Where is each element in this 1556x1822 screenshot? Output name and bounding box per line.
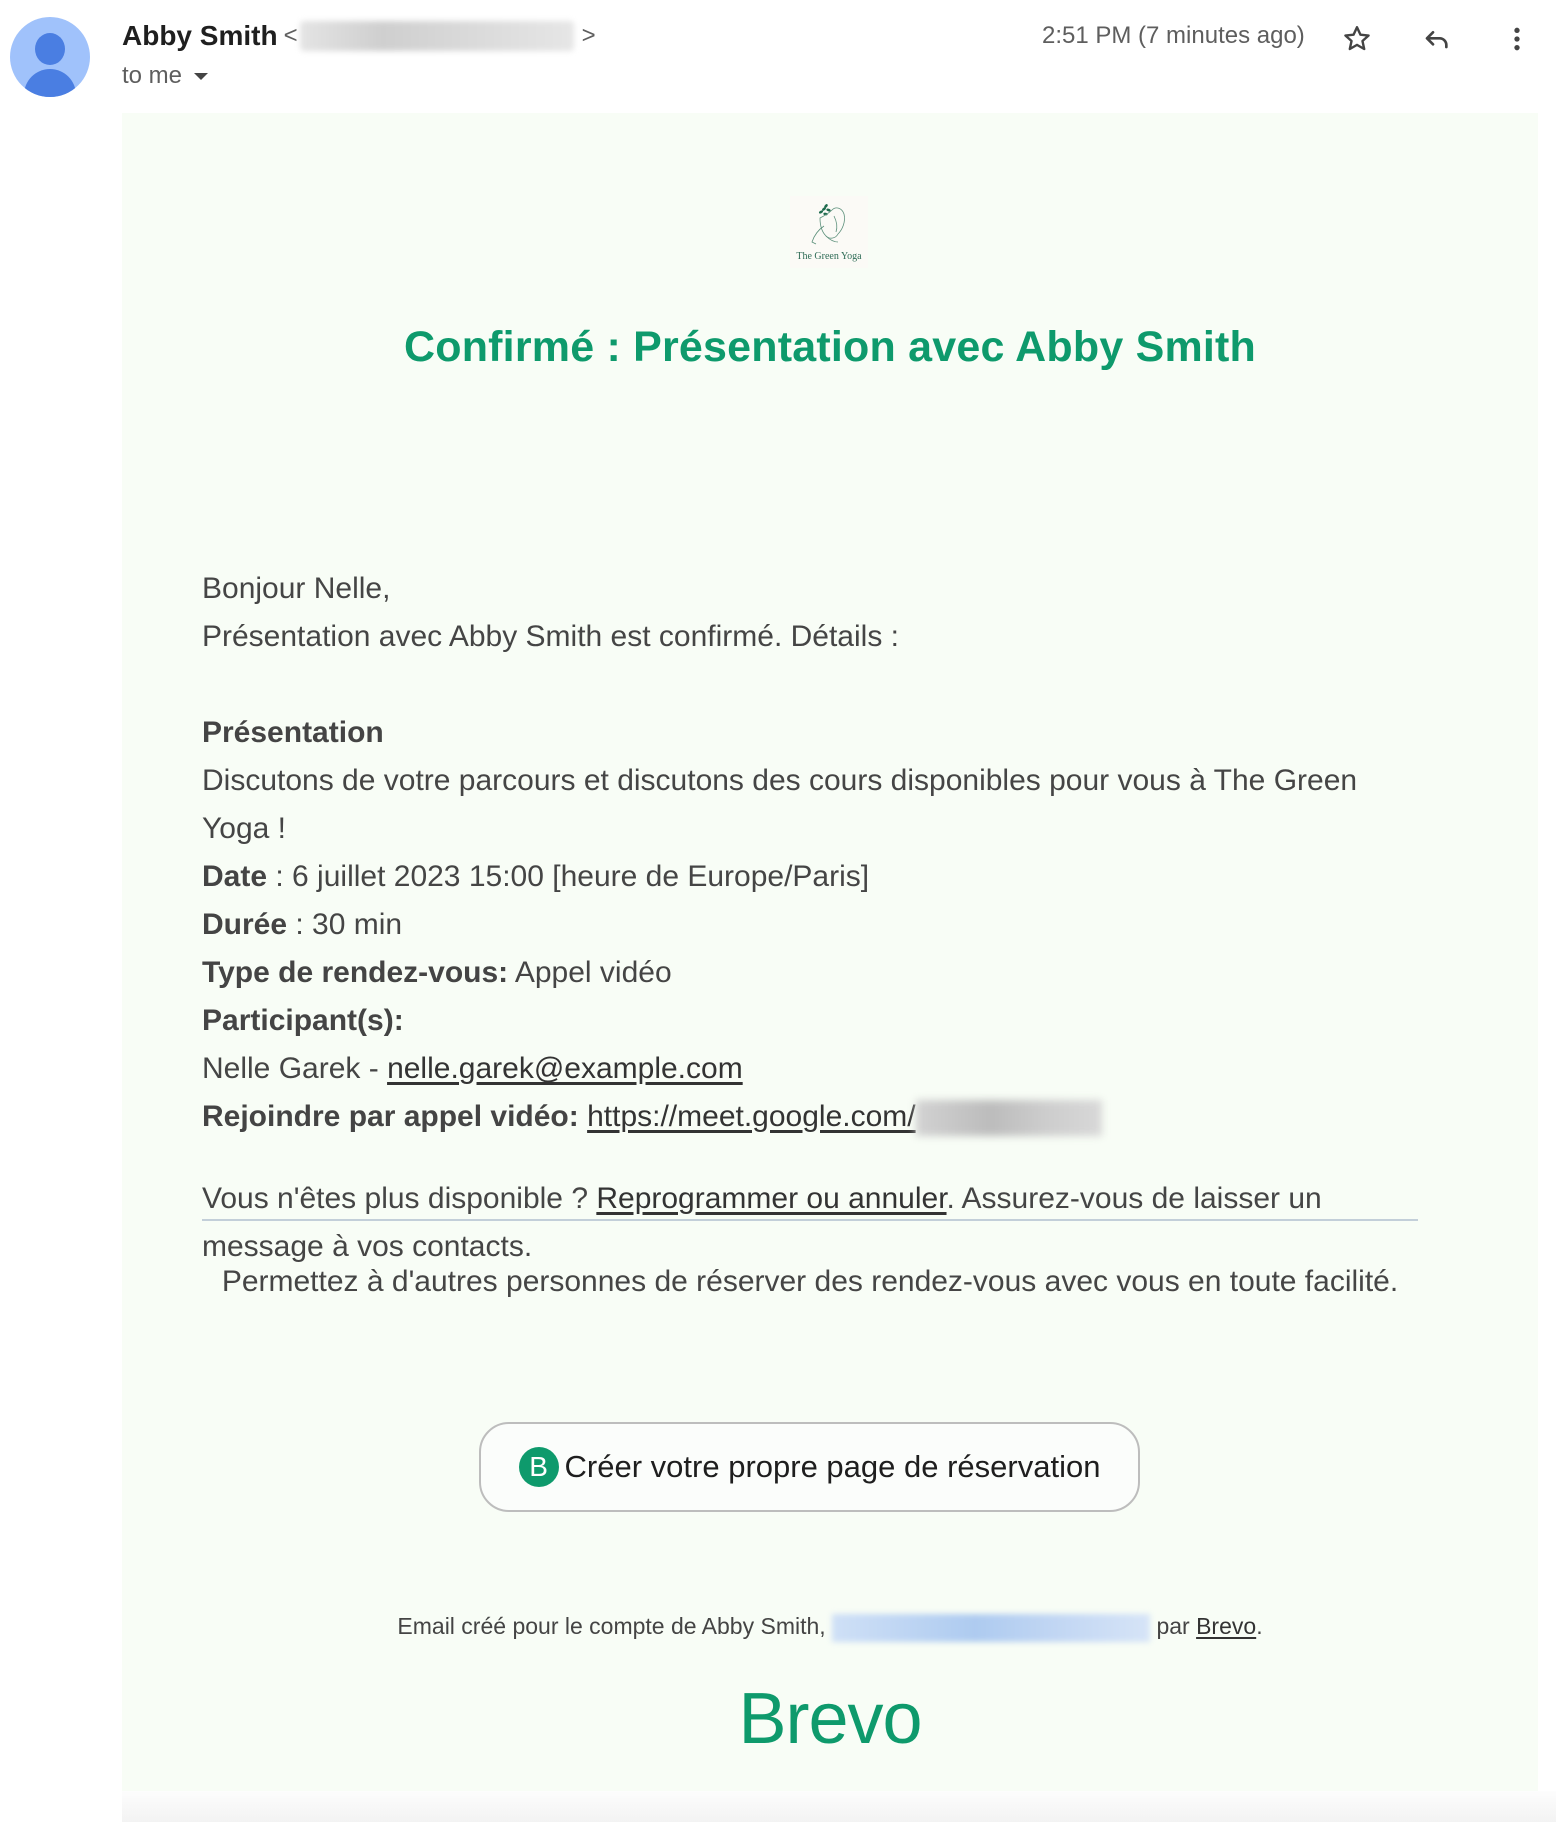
duration-row: [202, 901, 1432, 949]
date-label: Date: [202, 860, 268, 893]
star-button[interactable]: [1336, 18, 1378, 60]
duration-label: Durée: [202, 908, 288, 941]
sender-email-bracket-open: <: [283, 22, 298, 49]
reply-button[interactable]: [1416, 18, 1458, 60]
more-options-button[interactable]: [1496, 18, 1538, 60]
participant-name: Nelle Garek -: [202, 1052, 388, 1085]
reschedule-text: [202, 1175, 1432, 1271]
star-icon: [1341, 23, 1373, 55]
date-row: [202, 853, 1432, 901]
sender-line: [122, 20, 596, 52]
date-value: : 6 juillet 2023 15:00 [heure de Europe/Paris]: [267, 860, 870, 893]
reply-icon: [1421, 23, 1453, 55]
meet-link[interactable]: https://meet.google.com/: [587, 1100, 916, 1133]
type-value: Appel vidéo: [508, 956, 672, 989]
create-booking-page-button[interactable]: [479, 1422, 1140, 1512]
message-timestamp: 2:51 PM (7 minutes ago): [1042, 22, 1305, 49]
account-email-redacted: [832, 1614, 1150, 1642]
sender-avatar[interactable]: [10, 17, 90, 97]
yoga-figure-icon: [790, 196, 868, 256]
email-footer: [122, 1613, 1538, 1642]
brevo-link[interactable]: Brevo: [1196, 1613, 1257, 1639]
sender-email-bracket-close: >: [581, 22, 596, 49]
recipient-label: to me: [122, 62, 183, 89]
avatar-head-shape: [35, 33, 65, 65]
join-row: [202, 1093, 1432, 1141]
participants-label: Participant(s):: [202, 1004, 404, 1037]
participant-row: [202, 1045, 1432, 1093]
confirmation-title: Confirmé : Présentation avec Abby Smith: [403, 323, 1257, 371]
email-body: [122, 113, 1538, 1791]
sender-name[interactable]: Abby Smith: [122, 20, 278, 51]
intro-text: Présentation avec Abby Smith est confirmé. Détails :: [202, 620, 899, 653]
section-divider: [202, 1219, 1418, 1221]
logo-caption: The Green Yoga: [796, 251, 862, 262]
reschedule-link[interactable]: Reprogrammer ou annuler: [596, 1182, 947, 1215]
green-yoga-logo: [790, 196, 868, 268]
more-vert-icon: [1501, 23, 1533, 55]
caret-down-icon: [194, 73, 208, 80]
type-row: [202, 949, 1432, 997]
bottom-shadow: [122, 1791, 1556, 1822]
recipient-details-toggle[interactable]: [122, 62, 208, 90]
reschedule-suffix: . Assurez-vous de laisser un message à vos contacts.: [202, 1182, 1322, 1263]
footer-middle: par: [1150, 1613, 1197, 1639]
message-header: [0, 0, 1556, 110]
greeting: Bonjour Nelle,: [202, 572, 391, 605]
duration-value: : 30 min: [287, 908, 403, 941]
promo-text: Permettez à d'autres personnes de réserver des rendez-vous avec vous en toute facilité.: [221, 1265, 1399, 1298]
event-description: Discutons de votre parcours et discutons des cours disponibles pour vous à The Green Yoga !: [202, 764, 1358, 845]
type-label: Type de rendez-vous:: [202, 956, 509, 989]
join-label: Rejoindre par appel vidéo:: [202, 1100, 579, 1133]
participant-email-link[interactable]: nelle.garek@example.com: [387, 1052, 743, 1085]
event-name: Présentation: [202, 716, 384, 749]
appointment-details: [202, 565, 1432, 1271]
meet-code-redacted: [916, 1100, 1102, 1136]
reschedule-prefix: Vous n'êtes plus disponible ?: [202, 1182, 597, 1215]
footer-suffix: .: [1256, 1613, 1263, 1639]
brevo-b-icon: B: [519, 1447, 559, 1487]
avatar-body-shape: [24, 69, 76, 97]
brevo-logo[interactable]: Brevo: [738, 1679, 922, 1759]
sender-email-redacted: [300, 21, 574, 51]
footer-prefix: Email créé pour le compte de Abby Smith,: [397, 1613, 833, 1639]
create-booking-page-label: Créer votre propre page de réservation: [564, 1449, 1101, 1484]
